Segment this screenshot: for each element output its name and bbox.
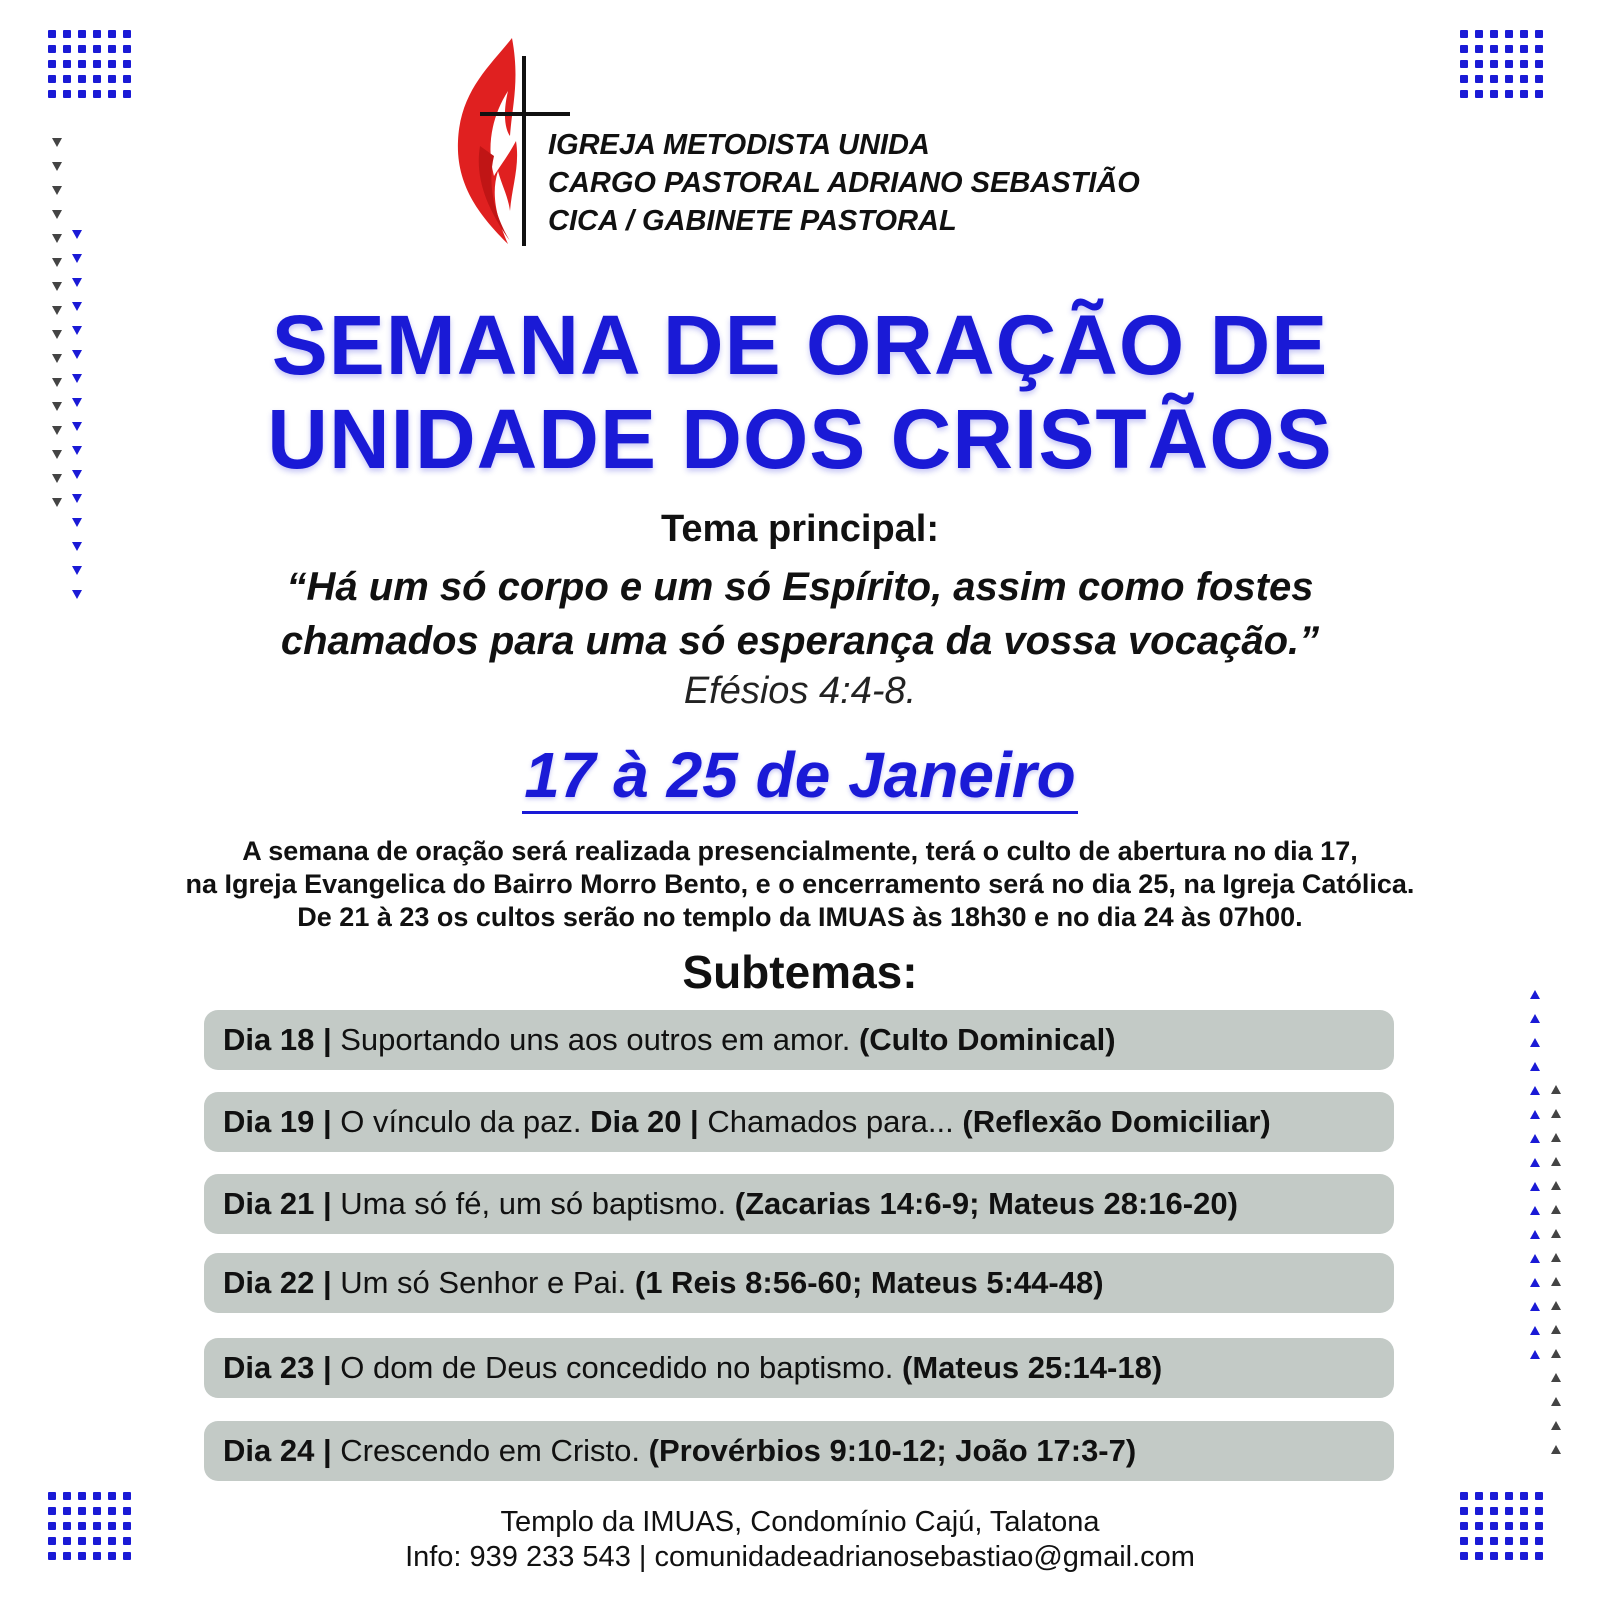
decorative-triangle <box>1551 1301 1561 1310</box>
theme-label: Tema principal: <box>660 508 940 550</box>
decorative-dot <box>48 90 56 98</box>
decorative-dot <box>63 75 71 83</box>
subtheme-row-day-19-20 <box>204 1092 1394 1152</box>
decorative-dot <box>1520 90 1528 98</box>
subtheme-text: O dom de Deus concedido no baptismo. <box>331 1350 903 1385</box>
subtheme-text: Crescendo em Cristo. <box>331 1433 649 1468</box>
subtheme-day: Dia 19 | <box>223 1104 332 1139</box>
decorative-dot <box>78 1492 86 1500</box>
decorative-dot <box>1505 75 1513 83</box>
decorative-dot <box>78 30 86 38</box>
decorative-dot <box>123 45 131 53</box>
decorative-dot <box>108 75 116 83</box>
decorative-dot <box>1460 45 1468 53</box>
decorative-triangle <box>1530 1062 1540 1071</box>
decorative-triangle <box>52 210 62 219</box>
decorative-triangle <box>1551 1325 1561 1334</box>
decorative-triangle <box>1530 1302 1540 1311</box>
decorative-dot <box>1535 45 1543 53</box>
event-info-line-2: na Igreja Evangelica do Bairro Morro Bento, e o encerramento será no dia 25, na Igreja Católica. <box>185 869 1415 899</box>
decorative-dot <box>1490 30 1498 38</box>
decorative-dot <box>1475 90 1483 98</box>
decorative-dot <box>1535 90 1543 98</box>
decorative-dot <box>1475 1492 1483 1500</box>
decorative-dot <box>1505 45 1513 53</box>
subtheme-note: (Culto Dominical) <box>858 1022 1116 1057</box>
decorative-triangle <box>1551 1421 1561 1430</box>
subtheme-text: Uma só fé, um só baptismo. <box>331 1186 735 1221</box>
dot-grid-top-left <box>48 30 131 98</box>
decorative-dot <box>1535 30 1543 38</box>
decorative-triangle <box>1551 1181 1561 1190</box>
triangle-column-right-dark <box>1551 1085 1561 1454</box>
decorative-triangle <box>1530 1014 1540 1023</box>
decorative-triangle <box>1530 1230 1540 1239</box>
subtheme-note: (Provérbios 9:10-12; João 17:3-7) <box>648 1433 1137 1468</box>
decorative-triangle <box>52 162 62 171</box>
decorative-dot <box>123 30 131 38</box>
decorative-triangle <box>72 230 82 239</box>
decorative-dot <box>78 60 86 68</box>
subtheme-row-day-24 <box>204 1421 1394 1481</box>
subtheme-day: Dia 21 | <box>223 1186 332 1221</box>
footer-location: Templo da IMUAS, Condomínio Cajú, Talatona <box>500 1506 1100 1538</box>
footer-contact: Info: 939 233 543 | comunidadeadrianosebastiao@gmail.com <box>405 1541 1195 1573</box>
subtheme-note: (Reflexão Domiciliar) <box>962 1104 1271 1139</box>
decorative-dot <box>123 1492 131 1500</box>
decorative-triangle <box>72 278 82 287</box>
subtheme-note: (Zacarias 14:6-9; Mateus 28:16-20) <box>734 1186 1238 1221</box>
decorative-triangle <box>1530 1038 1540 1047</box>
decorative-dot <box>93 75 101 83</box>
decorative-triangle <box>1530 1326 1540 1335</box>
decorative-triangle <box>1530 1254 1540 1263</box>
decorative-dot <box>1460 60 1468 68</box>
subtheme-day: Dia 24 | <box>223 1433 332 1468</box>
main-title <box>0 298 1600 486</box>
decorative-dot <box>78 45 86 53</box>
decorative-dot <box>1475 60 1483 68</box>
decorative-dot <box>63 60 71 68</box>
decorative-dot <box>48 75 56 83</box>
decorative-dot <box>93 30 101 38</box>
theme-quote-line-2: chamados para uma só esperança da vossa vocação.” <box>280 619 1320 663</box>
decorative-dot <box>1490 90 1498 98</box>
event-dates <box>0 738 1600 812</box>
decorative-triangle <box>1530 1134 1540 1143</box>
decorative-triangle <box>1530 1278 1540 1287</box>
decorative-dot <box>1490 75 1498 83</box>
decorative-dot <box>1460 1492 1468 1500</box>
subtheme-text-2: Chamados para... <box>698 1104 963 1139</box>
main-title-line-2: UNIDADE DOS CRISTÃOS <box>267 392 1333 486</box>
subtheme-text: O vínculo da paz. <box>331 1104 591 1139</box>
decorative-dot <box>63 1492 71 1500</box>
decorative-triangle <box>72 494 82 503</box>
decorative-triangle <box>72 254 82 263</box>
decorative-dot <box>48 1492 56 1500</box>
decorative-dot <box>1520 1492 1528 1500</box>
subtheme-day-2: Dia 20 | <box>590 1104 699 1139</box>
theme-quote-line-1: “Há um só corpo e um só Espírito, assim como fostes <box>286 565 1314 609</box>
decorative-dot <box>48 45 56 53</box>
decorative-dot <box>63 45 71 53</box>
decorative-dot <box>63 90 71 98</box>
decorative-triangle <box>1551 1109 1561 1118</box>
decorative-dot <box>1475 75 1483 83</box>
decorative-dot <box>123 90 131 98</box>
event-info-line-1: A semana de oração será realizada presencialmente, terá o culto de abertura no dia 17, <box>242 836 1358 866</box>
decorative-dot <box>48 60 56 68</box>
footer <box>0 1505 1600 1575</box>
pastoral-office: CICA / GABINETE PASTORAL <box>548 205 957 237</box>
decorative-dot <box>93 90 101 98</box>
decorative-triangle <box>1530 1182 1540 1191</box>
decorative-triangle <box>1530 1086 1540 1095</box>
decorative-dot <box>1520 60 1528 68</box>
subtheme-row-day-22 <box>204 1253 1394 1313</box>
church-name: IGREJA METODISTA UNIDA <box>548 129 930 161</box>
decorative-triangle <box>1551 1133 1561 1142</box>
decorative-dot <box>1505 1492 1513 1500</box>
decorative-dot <box>1490 45 1498 53</box>
decorative-dot <box>78 90 86 98</box>
decorative-dot <box>93 1492 101 1500</box>
decorative-dot <box>123 60 131 68</box>
decorative-triangle <box>52 258 62 267</box>
theme-quote <box>0 560 1600 668</box>
subtheme-day: Dia 23 | <box>223 1350 332 1385</box>
decorative-triangle <box>52 138 62 147</box>
bible-reference: Efésios 4:4-8. <box>683 670 917 712</box>
decorative-triangle <box>52 186 62 195</box>
decorative-dot <box>1490 1492 1498 1500</box>
subtheme-text: Um só Senhor e Pai. <box>331 1265 635 1300</box>
decorative-triangle <box>1551 1253 1561 1262</box>
decorative-triangle <box>1551 1277 1561 1286</box>
church-header <box>548 126 1140 240</box>
decorative-triangle <box>1551 1349 1561 1358</box>
decorative-dot <box>78 75 86 83</box>
dot-grid-top-right <box>1460 30 1543 98</box>
decorative-dot <box>108 90 116 98</box>
decorative-dot <box>1535 1492 1543 1500</box>
decorative-dot <box>93 45 101 53</box>
decorative-dot <box>108 45 116 53</box>
decorative-dot <box>1520 75 1528 83</box>
subtheme-day: Dia 22 | <box>223 1265 332 1300</box>
decorative-dot <box>1505 60 1513 68</box>
decorative-dot <box>1460 30 1468 38</box>
decorative-triangle <box>1551 1397 1561 1406</box>
decorative-triangle <box>1551 1085 1561 1094</box>
decorative-dot <box>1475 45 1483 53</box>
event-info <box>0 835 1600 934</box>
decorative-dot <box>123 75 131 83</box>
decorative-dot <box>1505 90 1513 98</box>
subtheme-note: (1 Reis 8:56-60; Mateus 5:44-48) <box>634 1265 1104 1300</box>
decorative-triangle <box>52 498 62 507</box>
event-dates-text: 17 à 25 de Janeiro <box>522 739 1077 814</box>
event-info-line-3: De 21 à 23 os cultos serão no templo da IMUAS às 18h30 e no dia 24 às 07h00. <box>297 902 1303 932</box>
subtheme-note: (Mateus 25:14-18) <box>902 1350 1163 1385</box>
decorative-triangle <box>1551 1373 1561 1382</box>
decorative-triangle <box>1551 1445 1561 1454</box>
decorative-dot <box>1520 45 1528 53</box>
decorative-dot <box>1475 30 1483 38</box>
subtheme-row-day-21 <box>204 1174 1394 1234</box>
decorative-triangle <box>1530 1206 1540 1215</box>
decorative-dot <box>1505 30 1513 38</box>
subthemes-heading: Subtemas: <box>682 946 918 998</box>
subtheme-text: Suportando uns aos outros em amor. <box>331 1022 859 1057</box>
subtheme-row-day-23 <box>204 1338 1394 1398</box>
subtheme-row-day-18 <box>204 1010 1394 1070</box>
decorative-dot <box>63 30 71 38</box>
decorative-dot <box>108 60 116 68</box>
main-title-line-1: SEMANA DE ORAÇÃO DE <box>271 298 1329 392</box>
pastoral-charge: CARGO PASTORAL ADRIANO SEBASTIÃO <box>548 167 1140 199</box>
decorative-triangle <box>1551 1229 1561 1238</box>
subtheme-day: Dia 18 | <box>223 1022 332 1057</box>
decorative-triangle <box>52 234 62 243</box>
decorative-triangle <box>1551 1205 1561 1214</box>
decorative-dot <box>1460 75 1468 83</box>
decorative-dot <box>1535 75 1543 83</box>
decorative-dot <box>1490 60 1498 68</box>
decorative-dot <box>1535 60 1543 68</box>
decorative-triangle <box>1551 1157 1561 1166</box>
decorative-dot <box>48 30 56 38</box>
decorative-triangle <box>1530 1110 1540 1119</box>
decorative-triangle <box>52 282 62 291</box>
decorative-dot <box>108 1492 116 1500</box>
decorative-dot <box>93 60 101 68</box>
decorative-triangle <box>1530 1158 1540 1167</box>
decorative-dot <box>108 30 116 38</box>
decorative-triangle <box>1530 1350 1540 1359</box>
decorative-dot <box>1520 30 1528 38</box>
triangle-column-right-blue <box>1530 990 1540 1359</box>
decorative-dot <box>1460 90 1468 98</box>
